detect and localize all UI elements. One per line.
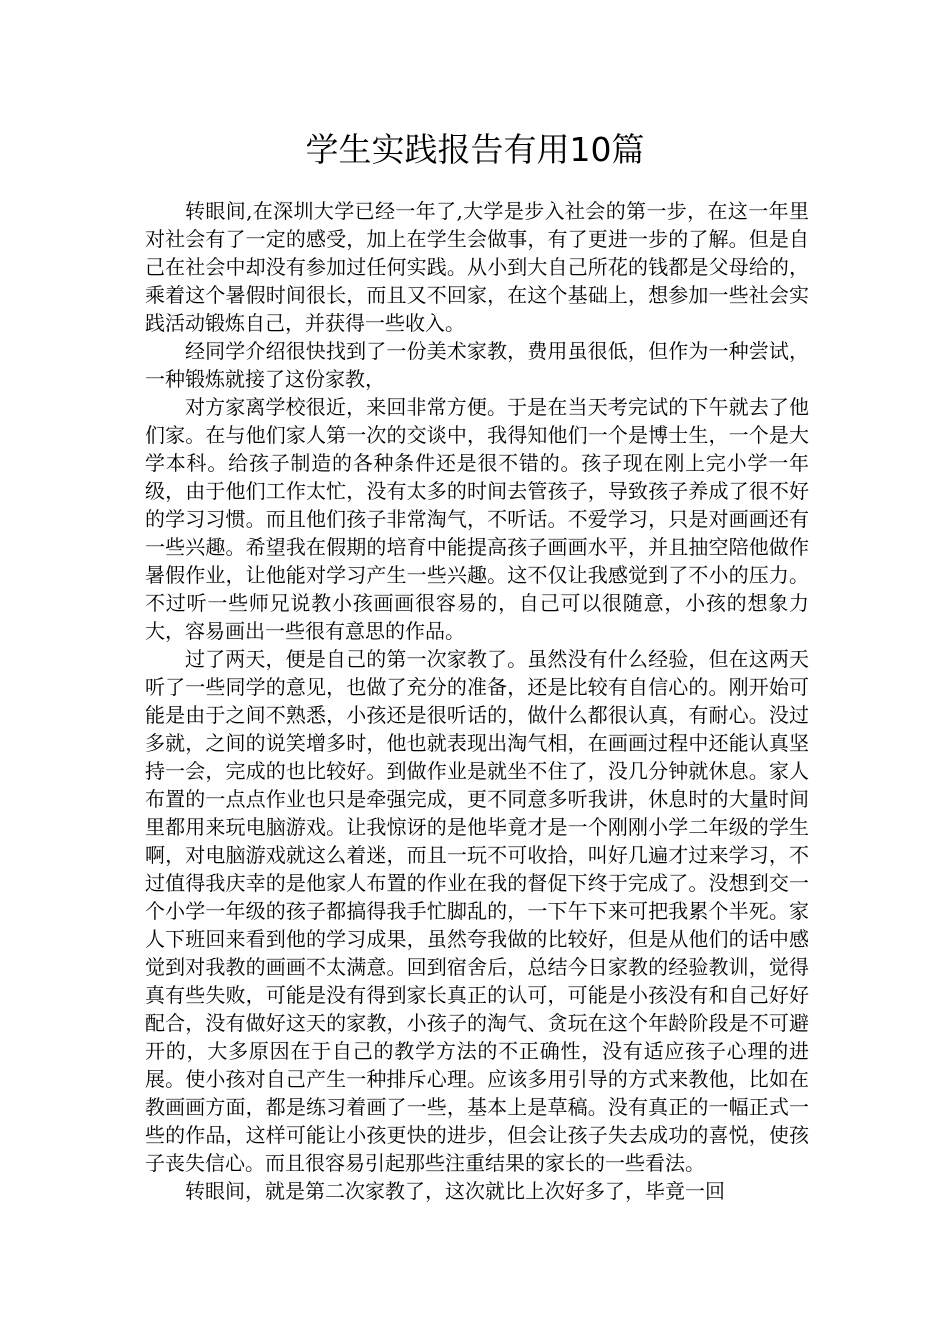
paragraph-5: 转眼间，就是第二次家教了，这次就比上次好多了，毕竟一回: [185, 1179, 725, 1203]
paragraph-3: 对方家离学校很近，来回非常方便。于是在当天考完试的下午就去了他们家。在与他们家人第一次的交谈中，我得知他们一个是博士生，一个是大学本科。给孩子制造的各种条件还是很不错的。孩子现在刚上完小学一年级，由于他们工作太忙，没有太多的时间去管孩子，导致孩子养成了很不好的学习习惯。而且他们孩子非常淘气，不听话。不爱学习，只是对画画还有一些兴趣。希望我在假期的培育中能提高孩子画画水平，并且抽空陪他做作暑假作业，让他能对学习产生一些兴趣。这不仅让我感觉到了不小的压力。不过听一些师兄说教小孩画画很容易的，自己可以很随意，小孩的想象力大，容易画出一些很有意思的作品。: [145, 395, 809, 643]
paragraph-2: 经同学介绍很快找到了一份美术家教，费用虽很低，但作为一种尝试，一种锻炼就接了这份家教，: [145, 339, 809, 391]
document-title: 学生实践报告有用10篇: [305, 130, 645, 169]
paragraph-1: 转眼间,在深圳大学已经一年了,大学是步入社会的第一步，在这一年里对社会有了一定的感受，加上在学生会做事，有了更进一步的了解。但是自己在社会中却没有参加过任何实践。从小到大自己所花的钱都是父母给的，乘着这个暑假时间很长，而且又不回家，在这个基础上，想参加一些社会实践活动锻炼自己，并获得一些收入。: [145, 199, 809, 335]
document-body: [145, 197, 809, 1205]
paragraph-4: 过了两天，便是自己的第一次家教了。虽然没有什么经验，但在这两天听了一些同学的意见，也做了充分的准备，还是比较有自信心的。刚开始可能是由于之间不熟悉，小孩还是很听话的，做什么都很认真，有耐心。没过多就，之间的说笑增多时，他也就表现出淘气相，在画画过程中还能认真坚持一会，完成的也比较好。到做作业是就坐不住了，没几分钟就休息。家人布置的一点点作业也只是牵强完成，更不同意多听我讲，休息时的大量时间里都用来玩电脑游戏。让我惊讶的是他毕竟才是一个刚刚小学二年级的学生啊，对电脑游戏就这么着迷，而且一玩不可收拾，叫好几遍才过来学习，不过值得我庆幸的是他家人布置的作业在我的督促下终于完成了。没想到交一个小学一年级的孩子都搞得我手忙脚乱的，一下午下来可把我累个半死。家人下班回来看到他的学习成果，虽然夸我做的比较好，但是从他们的话中感觉到对我教的画画不太满意。回到宿舍后，总结今日家教的经验教训，觉得真有些失败，可能是没有得到家长真正的认可，可能是小孩没有和自己好好配合，没有做好这天的家教，小孩子的淘气、贪玩在这个年龄阶段是不可避开的，大多原因在于自己的教学方法的不正确性，没有适应孩子心理的进展。使小孩对自己产生一种排斥心理。应该多用引导的方式来教他，比如在教画画方面，都是练习着画了一些，基本上是草稿。没有真正的一幅正式一些的作品，这样可能让小孩更快的进步，但会让孩子失去成功的喜悦，使孩子丧失信心。而且很容易引起那些注重结果的家长的一些看法。: [145, 647, 809, 1175]
